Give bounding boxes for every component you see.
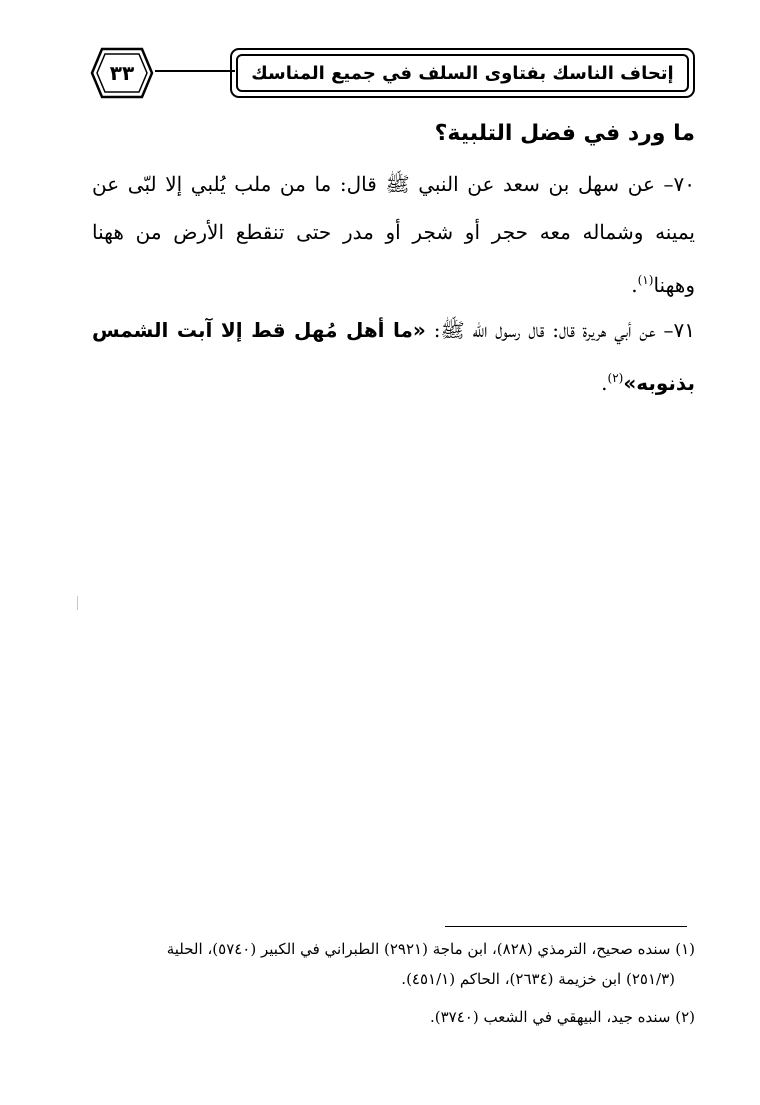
hadith-70-text: عن سهل بن سعد عن النبي ﷺ قال: ما من ملب يُلبي إلا لبّى عن يمينه وشماله معه حجر أو شجر أو مدر حتى تنقطع الأرض من ههنا وههنا bbox=[92, 172, 695, 297]
hadith-71-quote: «ما أهل مُهل قط إلا آبت الشمس بذنوبه» bbox=[92, 318, 695, 395]
footnote-2-line-1: (٢) سنده جيد، البيهقي في الشعب (٣٧٤٠). bbox=[430, 1008, 695, 1026]
book-title: إتحاف الناسك بفتاوى السلف في جميع المناسك bbox=[236, 54, 689, 92]
hadith-70-end: . bbox=[631, 273, 638, 297]
hadith-71-number: ٧١– bbox=[663, 318, 696, 342]
header-connector-line bbox=[155, 70, 235, 72]
page-number: ٣٣ bbox=[109, 61, 135, 85]
footnote-ref-1: (١) bbox=[637, 273, 654, 287]
hadith-70 bbox=[92, 160, 695, 309]
page-number-badge bbox=[90, 46, 154, 100]
footnote-ref-2: (٢) bbox=[607, 371, 624, 385]
hadith-71 bbox=[92, 306, 695, 407]
hadith-71-end: . bbox=[601, 371, 608, 395]
footnote-1-line-1: (١) سنده صحيح، الترمذي (٨٢٨)، ابن ماجة (٢٩٢١) الطبراني في الكبير (٥٧٤٠)، الحلية bbox=[166, 940, 695, 958]
footnote-separator bbox=[445, 926, 687, 927]
scan-mark bbox=[77, 596, 78, 610]
footnote-2 bbox=[80, 1002, 695, 1032]
book-title-frame bbox=[230, 48, 695, 98]
footnote-1 bbox=[80, 934, 695, 994]
hadith-71-intro: عن أبي هريرة قال: قال رسول الله ﷺ: bbox=[433, 318, 656, 342]
section-heading: ما ورد في فضل التلبية؟ bbox=[434, 121, 695, 146]
hadith-70-number: ٧٠– bbox=[663, 172, 695, 196]
footnote-1-line-2: (٢٥١/٣) ابن خزيمة (٢٦٣٤)، الحاكم (٤٥١/١). bbox=[401, 970, 675, 988]
